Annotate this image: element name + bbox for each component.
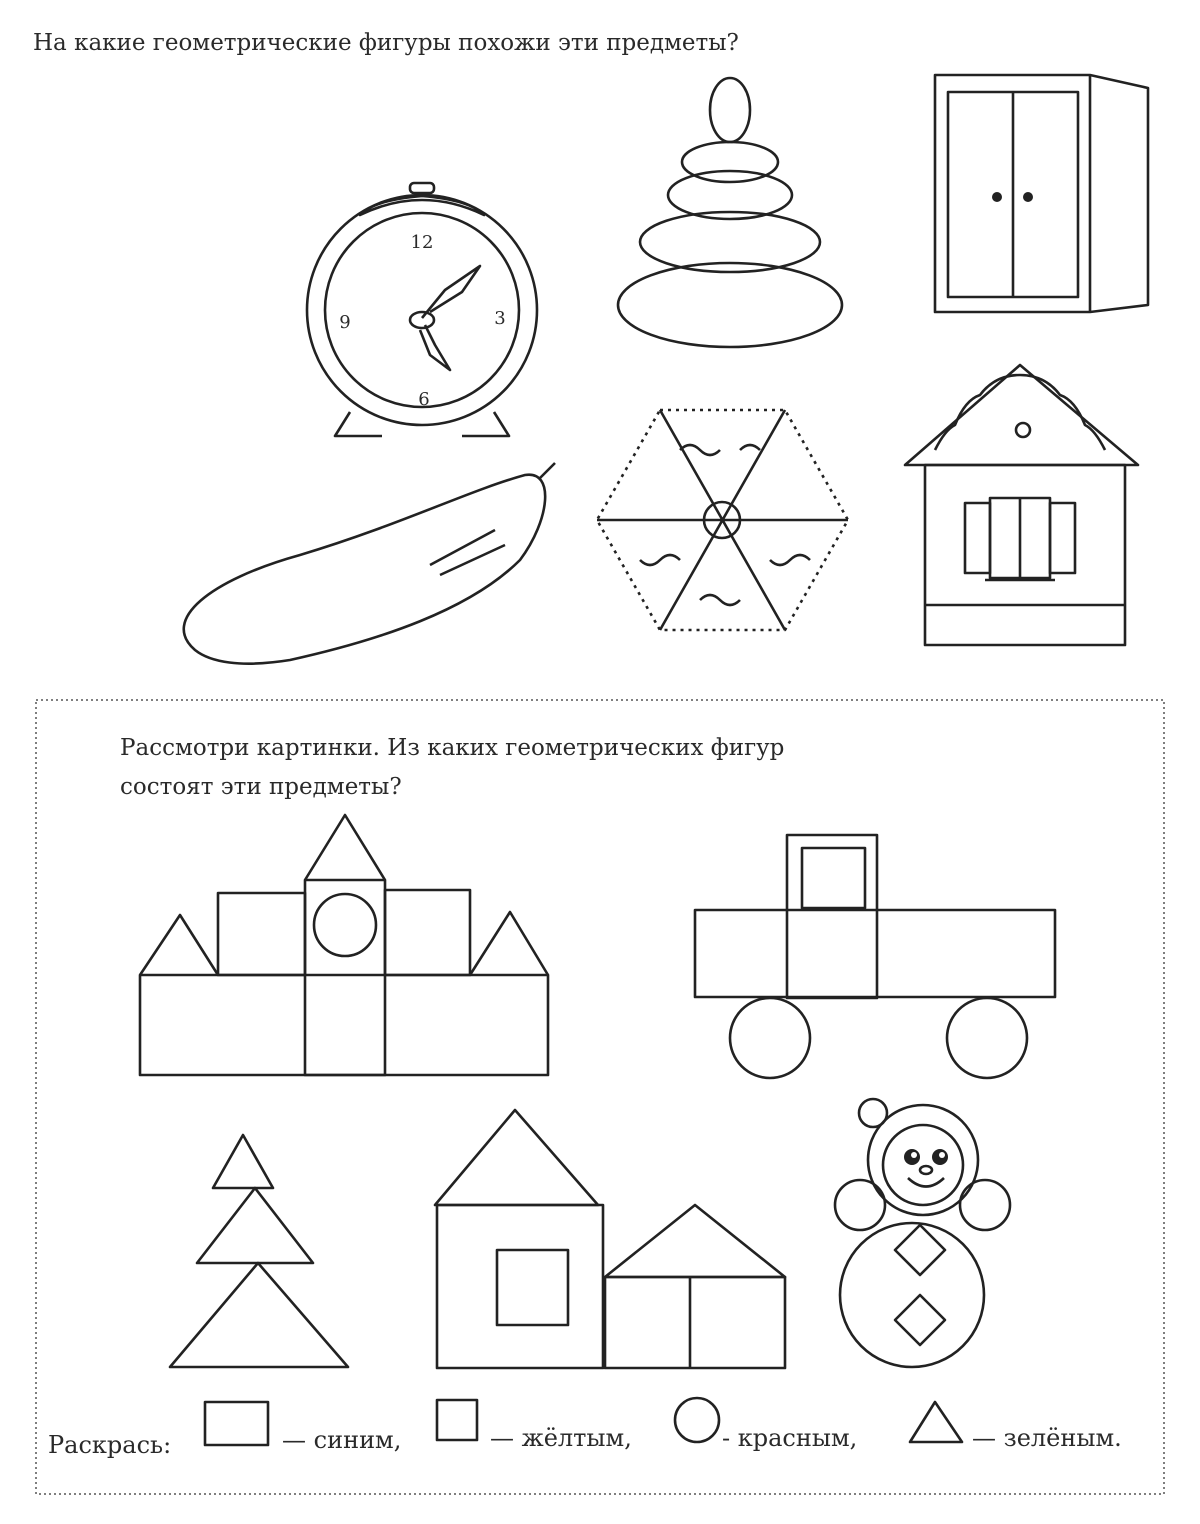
castle-figure (140, 815, 548, 1075)
clock-number-9: 9 (339, 312, 351, 333)
houses-figure (435, 1110, 785, 1368)
legend-square-text: — жёлтым, (490, 1424, 632, 1452)
coloring-legend (48, 1398, 1122, 1459)
legend-rectangle-text: — синим, (282, 1426, 402, 1454)
bottom-question-line1: Рассмотри картинки. Из каких геометрических фигур (120, 735, 785, 761)
truck-figure (695, 835, 1055, 1078)
legend-circle-text: - красным, (722, 1424, 858, 1452)
cucumber-drawing (184, 463, 555, 664)
clock-number-6: 6 (418, 389, 430, 410)
clock-number-3: 3 (494, 308, 506, 329)
circle-shape-icon (675, 1398, 719, 1442)
house-drawing (905, 365, 1138, 645)
alarm-clock-drawing (307, 183, 537, 436)
legend-triangle-text: — зелёным. (972, 1424, 1122, 1452)
stacking-toy-drawing (618, 78, 842, 347)
rectangle-shape-icon (205, 1402, 268, 1445)
triangle-shape-icon (910, 1402, 962, 1442)
roly-poly-figure (835, 1099, 1010, 1367)
fir-tree-figure (170, 1135, 348, 1367)
wardrobe-drawing (935, 75, 1148, 312)
top-question: На какие геометрические фигуры похожи эти предметы? (33, 30, 739, 56)
task-frame (36, 700, 1164, 1494)
snowflake-drawing (597, 410, 848, 630)
clock-number-12: 12 (410, 232, 434, 253)
legend-label: Раскрась: (48, 1431, 172, 1459)
bottom-question-line2: состоят эти предметы? (120, 774, 402, 800)
square-shape-icon (437, 1400, 477, 1440)
